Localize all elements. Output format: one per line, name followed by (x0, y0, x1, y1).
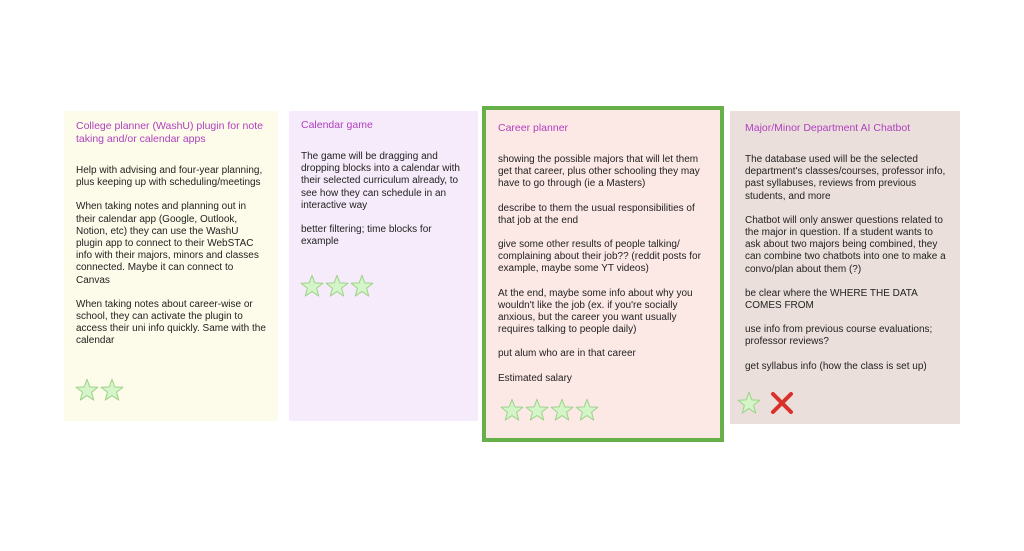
card-paragraph: get syllabus info (how the class is set up) (745, 360, 927, 372)
idea-card-college-planner[interactable] (64, 111, 278, 421)
red-x-icon (770, 391, 794, 415)
card-title: Major/Minor Department AI Chatbot (745, 122, 911, 134)
card-paragraph: Chatbot will only answer questions related to the major in question. If a student wants to ask about two majors being combined, they can combine two chatbots into one to make a convo/plan about them (?) (745, 214, 946, 275)
star-icon (100, 378, 124, 402)
star-icon (325, 274, 349, 298)
card-paragraph: put alum who are in that career (498, 348, 636, 360)
card-paragraph: The database used will be the selected department's classes/courses, professor info, past syllabuses, reviews from previous students, and more (745, 154, 946, 202)
card-paragraph: use info from previous course evaluations; professor reviews? (745, 324, 933, 348)
idea-card-career-planner[interactable] (482, 106, 724, 442)
card-title: College planner (WashU) plugin for note taking and/or calendar apps (76, 120, 263, 145)
star-icon (300, 274, 324, 298)
card-paragraph: better filtering; time blocks for example (301, 224, 432, 248)
star-icon (575, 398, 599, 422)
star-rating (737, 391, 794, 415)
star-icon (75, 378, 99, 402)
card-paragraph: describe to them the usual responsibilities of that job at the end (498, 202, 695, 226)
card-paragraph: At the end, maybe some info about why you wouldn't like the job (ex. if you're socially anxious, but the career you want usually requires talking to people daily) (498, 287, 693, 336)
card-paragraph: The game will be dragging and dropping blocks into a calendar with their selected curriculum already, to see how they can schedule in an interactive way (301, 151, 460, 211)
card-paragraph: be clear where the WHERE THE DATA COMES FROM (745, 287, 918, 312)
idea-card-ai-chatbot[interactable] (730, 111, 960, 424)
card-paragraph: showing the possible majors that will let them get that career, plus other schooling they may have to go through (ie a Masters) (498, 154, 700, 190)
star-icon (737, 391, 761, 415)
card-title: Calendar game (301, 119, 373, 131)
card-paragraph: Estimated salary (498, 372, 572, 384)
card-paragraph: give some other results of people talking/ complaining about their job?? (reddit posts for example, maybe some YT videos) (498, 239, 701, 275)
star-icon (550, 398, 574, 422)
card-paragraph: When taking notes about career-wise or school, they can activate the plugin to access their uni info quickly. Same with the calendar (76, 298, 266, 347)
card-paragraph: When taking notes and planning out in their calendar app (Google, Outlook, Notion, etc) they can use the WashU plugin app to connect to their WebSTAC info with their majors, minors and classes connected. Maybe it can connect to Canvas (76, 201, 259, 286)
star-rating (75, 378, 125, 402)
star-icon (500, 398, 524, 422)
card-paragraph: Help with advising and four-year planning, plus keeping up with scheduling/meetings (76, 165, 263, 189)
idea-card-calendar-game[interactable] (289, 111, 478, 421)
star-icon (350, 274, 374, 298)
star-rating (500, 398, 600, 422)
star-rating (300, 274, 375, 298)
star-icon (525, 398, 549, 422)
card-title: Career planner (498, 122, 569, 134)
